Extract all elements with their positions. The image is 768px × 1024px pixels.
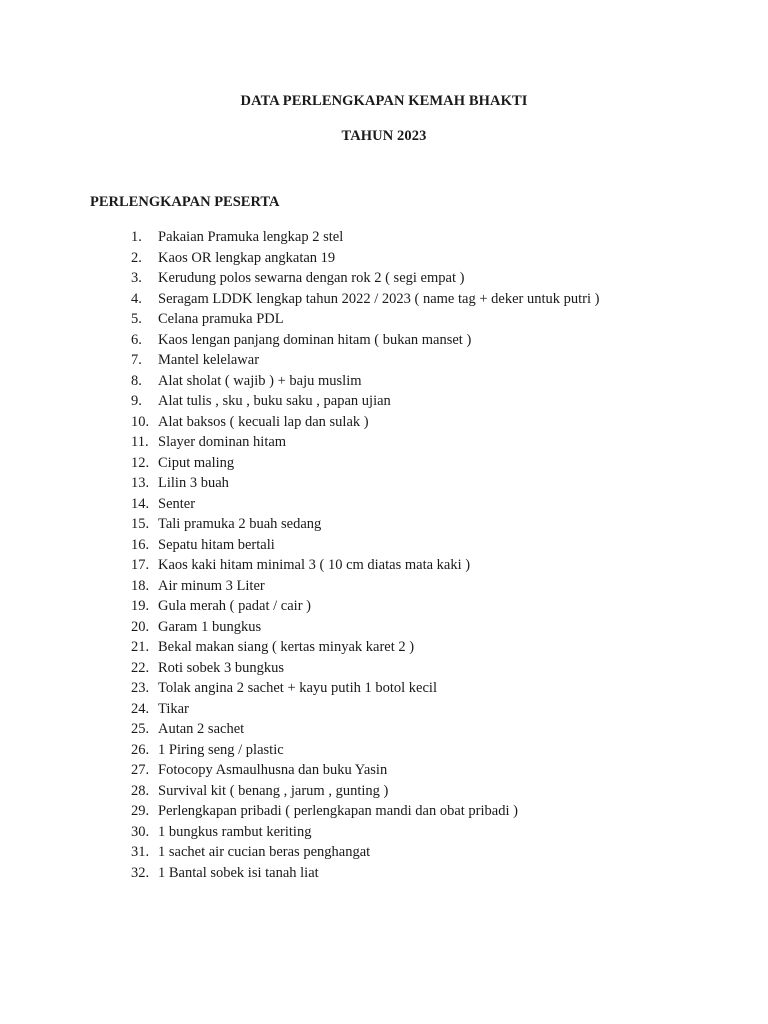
list-item-number: 26. bbox=[131, 741, 150, 758]
list-item-number: 18. bbox=[131, 577, 150, 594]
list-item-text: 1 sachet air cucian beras penghangat bbox=[158, 844, 371, 860]
list-item-text: Roti sobek 3 bungkus bbox=[158, 659, 285, 676]
list-item-text: Seragam LDDK lengkap tahun 2022 / 2023 ( name tag + deker untuk putri ) bbox=[158, 290, 600, 307]
list-item-text: Sepatu hitam bertali bbox=[158, 536, 275, 553]
list-item-number: 31. bbox=[131, 844, 150, 860]
section-heading: PERLENGKAPAN PESERTA bbox=[90, 194, 280, 210]
list-item-number: 17. bbox=[131, 557, 150, 573]
list-item-text: Kaos kaki hitam minimal 3 ( 10 cm diatas mata kaki ) bbox=[158, 557, 471, 573]
list-item-number: 8. bbox=[131, 372, 142, 389]
list-item-number: 25. bbox=[131, 721, 150, 737]
list-item-text: Lilin 3 buah bbox=[158, 475, 229, 491]
list-item-number: 16. bbox=[131, 536, 150, 553]
list-item-number: 19. bbox=[131, 598, 150, 614]
list-item-text: Mantel kelelawar bbox=[158, 352, 260, 368]
list-item-number: 21. bbox=[131, 639, 150, 655]
list-item-text: Tali pramuka 2 buah sedang bbox=[158, 516, 322, 532]
list-item-number: 32. bbox=[131, 864, 150, 881]
list-item-number: 22. bbox=[131, 659, 150, 676]
document-title: DATA PERLENGKAPAN KEMAH BHAKTI bbox=[240, 93, 528, 109]
list-item-text: Slayer dominan hitam bbox=[158, 434, 287, 450]
list-item-number: 11. bbox=[131, 434, 149, 450]
list-item-number: 9. bbox=[131, 393, 142, 409]
document-year: TAHUN 2023 bbox=[341, 128, 427, 144]
list-item-text: Pakaian Pramuka lengkap 2 stel bbox=[158, 229, 344, 245]
list-item-text: Fotocopy Asmaulhusna dan buku Yasin bbox=[158, 762, 388, 778]
list-item-number: 29. bbox=[131, 803, 150, 819]
list-item-number: 1. bbox=[131, 229, 142, 245]
list-item-text: Kaos OR lengkap angkatan 19 bbox=[158, 249, 336, 266]
list-item-text: Alat baksos ( kecuali lap dan sulak ) bbox=[158, 413, 369, 430]
list-item-number: 15. bbox=[131, 516, 150, 532]
list-item-text: Kaos lengan panjang dominan hitam ( bukan manset ) bbox=[158, 331, 472, 348]
list-item-text: Senter bbox=[158, 495, 196, 512]
list-item-text: Bekal makan siang ( kertas minyak karet 2 ) bbox=[158, 639, 415, 655]
list-item-text: Tolak angina 2 sachet + kayu putih 1 botol kecil bbox=[158, 680, 437, 696]
list-item-text: Survival kit ( benang , jarum , gunting ) bbox=[158, 782, 389, 799]
list-item-number: 12. bbox=[131, 454, 150, 471]
list-item-number: 23. bbox=[131, 680, 150, 696]
list-item-text: Celana pramuka PDL bbox=[158, 311, 284, 327]
list-item-number: 28. bbox=[131, 782, 150, 799]
list-item-number: 27. bbox=[131, 762, 150, 778]
list-item-number: 6. bbox=[131, 331, 142, 348]
list-item-text: Air minum 3 Liter bbox=[158, 577, 265, 594]
list-item-text: Perlengkapan pribadi ( perlengkapan mandi dan obat pribadi ) bbox=[158, 803, 518, 819]
list-item-text: Kerudung polos sewarna dengan rok 2 ( segi empat ) bbox=[158, 270, 465, 286]
list-item-number: 2. bbox=[131, 249, 142, 266]
list-item-text: Autan 2 sachet bbox=[158, 721, 245, 737]
list-item-text: Tikar bbox=[158, 700, 189, 717]
list-item-number: 4. bbox=[131, 290, 142, 307]
list-item-text: Ciput maling bbox=[158, 454, 235, 471]
list-item-text: Gula merah ( padat / cair ) bbox=[158, 598, 311, 614]
list-item-text: Alat sholat ( wajib ) + baju muslim bbox=[158, 372, 362, 389]
list-item-number: 30. bbox=[131, 823, 150, 840]
list-item-number: 3. bbox=[131, 270, 142, 286]
list-item-text: Alat tulis , sku , buku saku , papan ujian bbox=[158, 393, 391, 409]
list-item-number: 7. bbox=[131, 352, 142, 368]
list-item-text: Garam 1 bungkus bbox=[158, 618, 262, 635]
list-item-number: 10. bbox=[131, 413, 150, 430]
list-item-text: 1 bungkus rambut keriting bbox=[158, 823, 312, 840]
list-item-number: 5. bbox=[131, 311, 142, 327]
list-item-number: 14. bbox=[131, 495, 150, 512]
list-item-text: 1 Bantal sobek isi tanah liat bbox=[158, 864, 319, 881]
list-item-number: 24. bbox=[131, 700, 150, 717]
list-item-number: 13. bbox=[131, 475, 150, 491]
list-item-number: 20. bbox=[131, 618, 150, 635]
list-item-text: 1 Piring seng / plastic bbox=[158, 741, 284, 758]
